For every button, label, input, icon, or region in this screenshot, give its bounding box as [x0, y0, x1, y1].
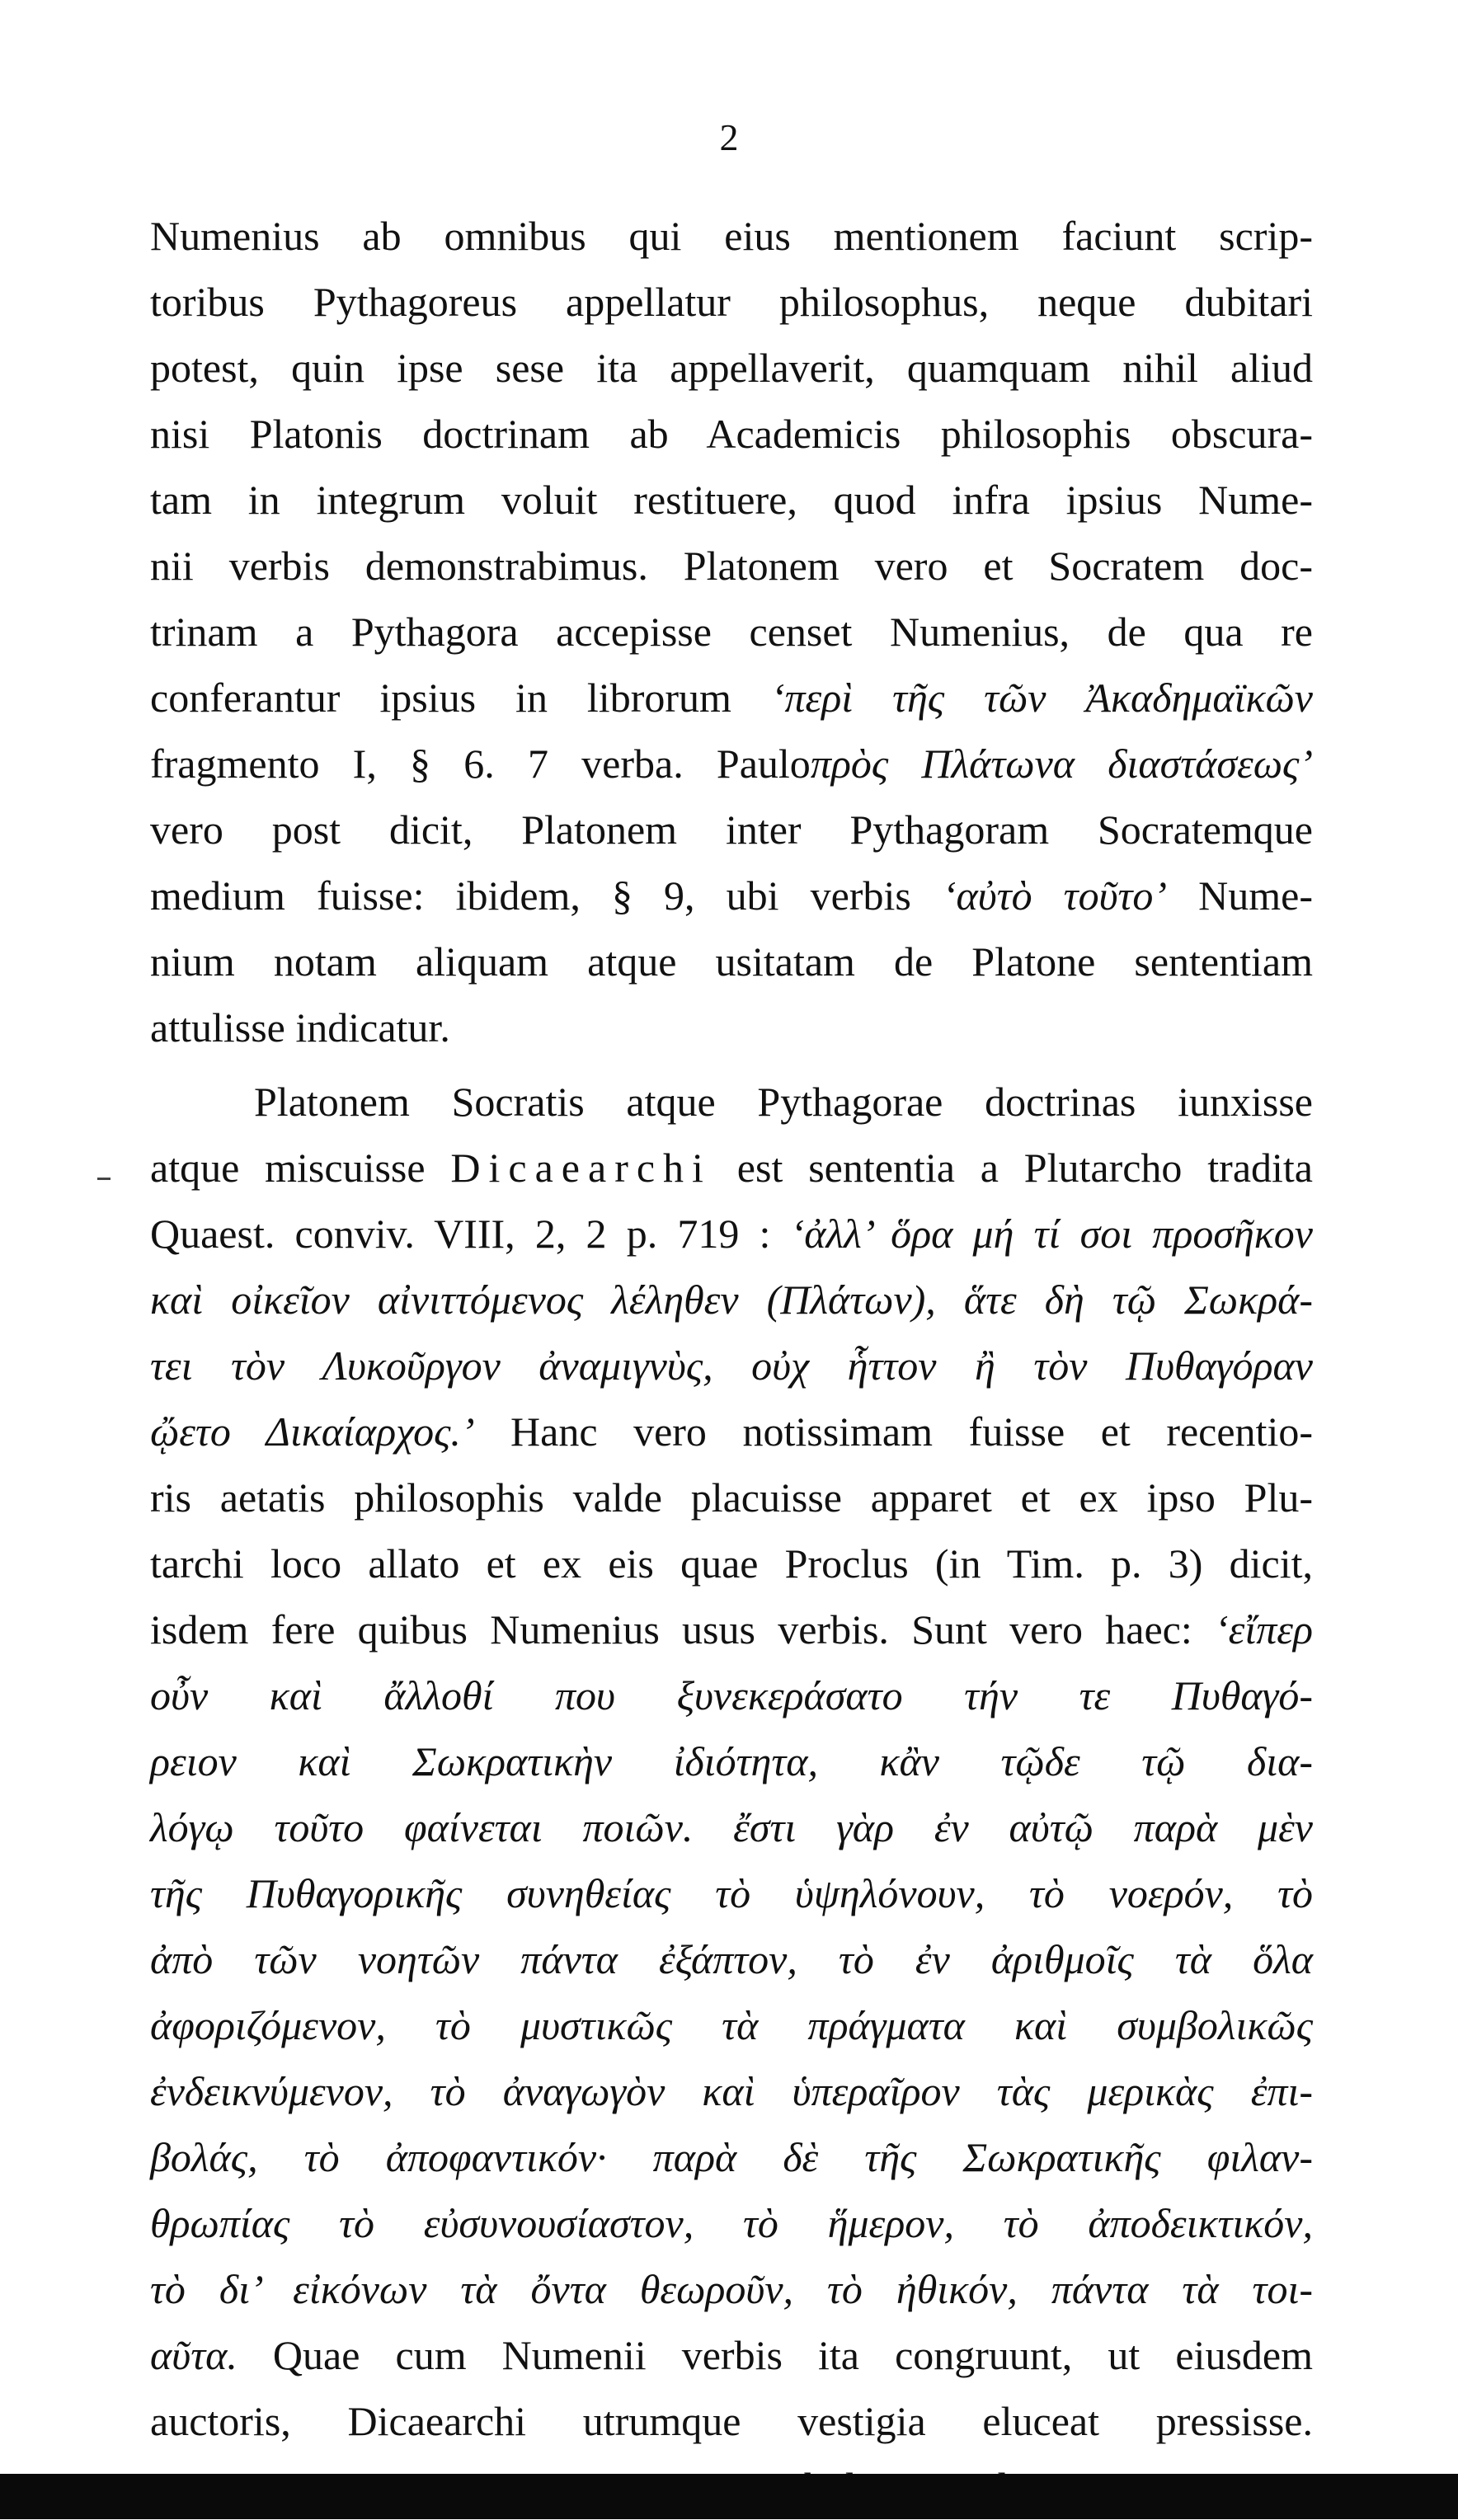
text-line — [150, 665, 1313, 731]
latin-text: Quae cum Numenii verbis ita congruunt, ut eiusdem — [237, 2332, 1313, 2378]
greek-quotation: αῦτα. — [150, 2332, 238, 2378]
greek-quotation: ἀφοριζόμενον, τὸ μυστικῶς τὰ πράγματα καὶ συμβολικῶς — [150, 2002, 1313, 2048]
text-line — [150, 2124, 1313, 2190]
text-line — [150, 2256, 1313, 2322]
greek-quotation: οὖν καὶ ἄλλοθί που ξυνεκεράσατο τήν τε Πυθαγό- — [150, 1672, 1313, 1718]
paragraph-1 — [150, 203, 1313, 1060]
latin-text: isdem fere quibus Numenius usus verbis. Sunt vero haec: — [150, 1606, 1215, 1653]
greek-quotation: τὸ δι’ εἰκόνων τὰ ὄντα θεωροῦν, τὸ ἠθικόν, πάντα τὰ τοι- — [150, 2266, 1313, 2312]
text-line: tarchi loco allato et ex eis quae Proclus (in Tim. p. 3) dicit, — [150, 1540, 1313, 1587]
text-line — [150, 863, 1313, 929]
text-line — [150, 1926, 1313, 1992]
text-line — [150, 1860, 1313, 1926]
text-line: Platonem Socratis atque Pythagorae doctrinas iunxisse — [254, 1079, 1313, 1125]
text-line: nium notam aliquam atque usitatam de Platone sententiam — [150, 938, 1313, 985]
spaced-name: Dicaearchi — [450, 1145, 712, 1191]
text-line — [150, 1992, 1313, 2058]
greek-quotation: ἐνδεικνύμενον, τὸ ἀναγωγὸν καὶ ὑπεραῖρον τὰς μερικὰς ἐπι- — [150, 2068, 1313, 2114]
text-line: trinam a Pythagora accepisse censet Numenius, de qua re — [150, 609, 1313, 655]
text-line: Numenius ab omnibus qui eius mentionem faciunt scrip- — [150, 213, 1313, 259]
text-line: toribus Pythagoreus appellatur philosophus, neque dubitari — [150, 279, 1313, 325]
greek-quotation: λόγῳ τοῦτο φαίνεται ποιῶν. ἔστι γὰρ ἐν αὐτῷ παρὰ μὲν — [150, 1804, 1313, 1850]
greek-quotation: ‘ἀλλ’ ὅρα μή τί σοι προσῆκον — [790, 1211, 1313, 1257]
latin-text: conferantur ipsius in librorum — [150, 675, 771, 721]
text-line: nii verbis demonstrabimus. Platonem vero et Socratem doc- — [150, 543, 1313, 589]
text-line — [150, 1267, 1313, 1333]
greek-quotation: ‘περὶ τῆς τῶν Ἀκαδημαϊκῶν — [770, 675, 1313, 721]
text-line — [150, 1794, 1313, 1860]
text-line: attulisse indicatur. — [150, 1004, 450, 1051]
greek-quotation: ρειον καὶ Σωκρατικὴν ἰδιότητα, κἂν τῷδε τῷ δια- — [150, 1738, 1313, 1784]
margin-mark — [97, 1178, 111, 1180]
text-line — [150, 2322, 1313, 2388]
latin-text: Nume- — [1167, 872, 1313, 919]
page-number: 2 — [719, 116, 739, 158]
latin-text: Quaest. conviv. VIII, 2, 2 p. 719 : — [150, 1211, 791, 1257]
paragraph-2 — [150, 1069, 1313, 2520]
greek-quotation: καὶ οἰκεῖον αἰνιττόμενος λέληθεν (Πλάτων), ἅτε δὴ τῷ Σωκρά- — [150, 1276, 1313, 1323]
text-line: nisi Platonis doctrinam ab Academicis philosophis obscura- — [150, 411, 1313, 457]
text-line — [150, 2058, 1313, 2124]
latin-text: fragmento I, § 6. 7 verba. Paulo — [150, 740, 811, 787]
greek-quotation: πρὸς Πλάτωνα διαστάσεως’ — [810, 740, 1313, 787]
text-line — [150, 1333, 1313, 1399]
latin-text: atque miscuisse — [150, 1145, 451, 1191]
greek-quotation: ἀπὸ τῶν νοητῶν πάντα ἐξάπτον, τὸ ἐν ἀριθμοῖς τὰ ὅλα — [150, 1936, 1313, 1982]
text-line — [150, 1728, 1313, 1794]
latin-text: est sententia a Plutarcho tradita — [711, 1145, 1313, 1191]
latin-text: medium fuisse: ibidem, § 9, ubi verbis — [150, 872, 943, 919]
text-line — [150, 1201, 1313, 1267]
text-line — [150, 1596, 1313, 1662]
greek-quotation: τῆς Πυθαγορικῆς συνηθείας τὸ ὑψηλόνουν, τὸ νοερόν, τὸ — [150, 1870, 1313, 1916]
greek-quotation: θρωπίας τὸ εὐσυνουσίαστον, τὸ ἥμερον, τὸ ἀποδεικτικόν, — [150, 2200, 1313, 2246]
greek-quotation: ‘εἴπερ — [1215, 1606, 1313, 1653]
latin-text: Hanc vero notissimam fuisse et recentio- — [474, 1408, 1313, 1455]
text-line — [150, 731, 1313, 797]
text-line — [150, 1662, 1313, 1728]
greek-quotation: ‘αὐτὸ τοῦτο’ — [942, 872, 1168, 919]
text-line — [150, 1399, 1313, 1465]
text-line: ris aetatis philosophis valde placuisse apparet et ex ipso Plu- — [150, 1474, 1313, 1521]
text-line — [150, 1135, 1313, 1201]
text-line: auctoris, Dicaearchi utrumque vestigia eluceat pressisse. — [150, 2398, 1313, 2444]
text-line: vero post dicit, Platonem inter Pythagoram Socratemque — [150, 806, 1313, 853]
text-line — [150, 2190, 1313, 2256]
text-line: tam in integrum voluit restituere, quod infra ipsius Nume- — [150, 477, 1313, 523]
text-line: potest, quin ipse sese ita appellaverit, quamquam nihil aliud — [150, 345, 1313, 391]
scan-bottom-border — [0, 2474, 1458, 2519]
body-text — [150, 203, 1313, 2520]
greek-quotation: τει τὸν Λυκοῦργον ἀναμιγνὺς, οὐχ ἧττον ἢ τὸν Πυθαγόραν — [150, 1342, 1313, 1389]
greek-quotation: βολάς, τὸ ἀποφαντικόν· παρὰ δὲ τῆς Σωκρατικῆς φιλαν- — [150, 2134, 1313, 2180]
greek-quotation: ᾤετο Δικαίαρχος.’ — [150, 1408, 475, 1455]
